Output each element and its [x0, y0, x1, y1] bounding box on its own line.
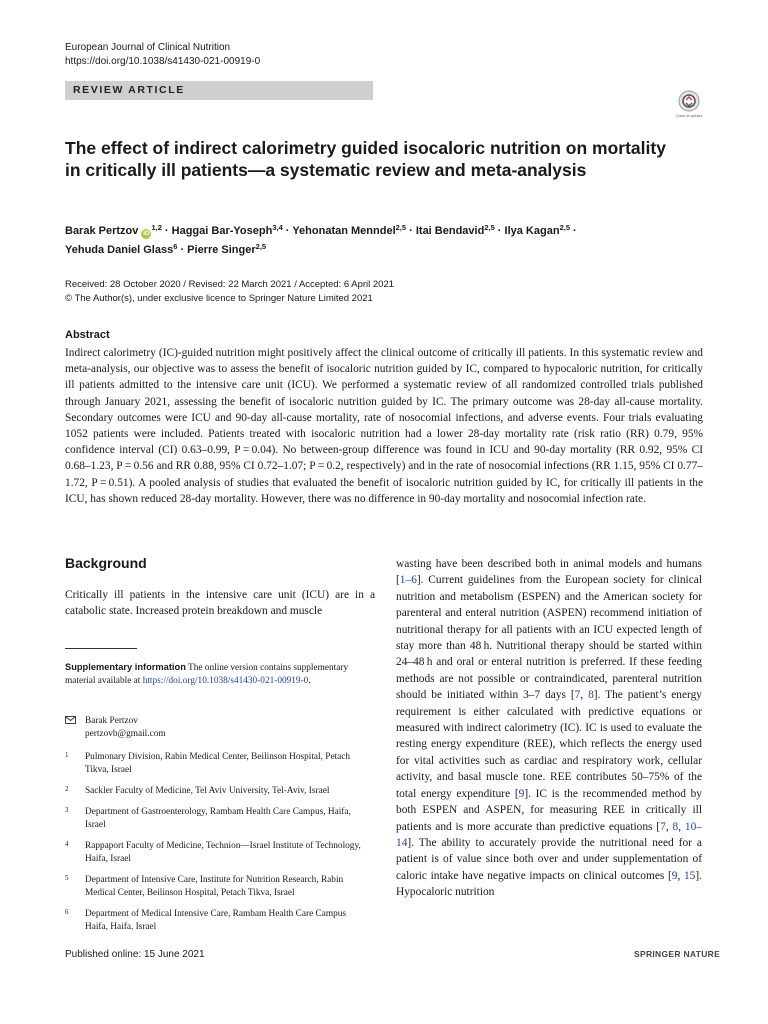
article-history: Received: 28 October 2020 / Revised: 22 March 2021 / Accepted: 6 April 2021: [65, 279, 395, 290]
affiliation: 4 Rappaport Faculty of Medicine, Technion—Israel Institute of Technology, Haifa, Israel: [65, 840, 361, 864]
citation-link[interactable]: 8: [672, 820, 679, 833]
footnote-divider: [65, 648, 137, 649]
author[interactable]: Itai Bendavid$^{2,5}$: [415, 223, 495, 237]
citation-link[interactable]: 7: [660, 820, 666, 833]
author[interactable]: Yehuda Daniel Glass$^6$: [65, 242, 178, 256]
orcid-icon[interactable]: iD: [143, 230, 150, 237]
published-date: Published online: 15 June 2021: [65, 949, 205, 960]
citation-link[interactable]: 15: [683, 869, 696, 882]
background-heading: Background: [65, 555, 147, 571]
article-type-banner: [65, 81, 373, 100]
crossmark-label: Check for updates: [675, 114, 703, 118]
background-text-left: Critically ill patients in the intensive care unit (ICU) are in a catabolic state. Increased protein breakdown and muscle: [65, 589, 375, 618]
affiliations-list: [65, 751, 370, 942]
copyright-line: © The Author(s), under exclusive licence to Springer Nature Limited 2021: [65, 293, 373, 304]
correspondence: [65, 715, 370, 741]
citation-link[interactable]: 7: [574, 689, 581, 702]
supplementary-info: Supplementary information The online version contains supplementary material available at https://doi.org/10.1038/s41430-021-00919-0.: [65, 662, 349, 686]
author[interactable]: Barak Pertzov iD$^{1,2}$: [65, 223, 162, 237]
journal-name: European Journal of Clinical Nutrition: [65, 42, 231, 53]
affiliation: 5 Department of Intensive Care, Institute for Nutrition Research, Rabin Medical Center, Beilinson Hospital, Petach Tikva, Israel: [65, 874, 344, 898]
envelope-icon: [65, 716, 76, 724]
citation-link[interactable]: 8: [588, 689, 594, 702]
author[interactable]: Haggai Bar-Yoseph$^{3,4}$: [171, 223, 283, 237]
abstract-text: Indirect calorimetry (IC)-guided nutrition might positively affect the clinical outcome of critically ill patients. In this systematic review and meta-analysis, our objective was to assess the benefit of isocaloric nutrition guided by IC, compared to hypocaloric nutrition, for critically ill patients admitted to the intensive care unit (ICU). We performed a systematic review of all randomized controlled trials published through January 2021, assessing the benefit of isocaloric nutrition guided by IC. The primary outcome was 28-day all-cause mortality. Secondary outcomes were ICU and 90-day all-cause mortality, rate of nosocomial infections, and adverse events. Four trials evaluating 1052 patients were included. Patients treated with isocaloric nutrition had a lower 28-day mortality rate (risk ratio (RR) 0.79, 95% confidence interval (CI) 0.63–0.99, P = 0.04). No between-group difference was found in ICU and 90-day mortality (RR 0.92, 95% CI 0.68–1.23, P = 0.56 and RR 0.88, 95% CI 0.72–1.07; P = 0.2, respectively) and in the rate of nosocomial infections (RR 1.15, 95% CI 0.77–1.72, P = 0.51). A pooled analysis of studies that evaluated the benefit of isocaloric nutrition guided by IC, for critically ill patients in the ICU, has shown reduced 28-day mortality. However, there was no difference in 90-day mortality and nosocomial infection rate.: [65, 347, 703, 505]
article-dates: [65, 278, 705, 306]
author-list: Barak Pertzov iD$^{1,2}$ · Haggai Bar-Yoseph$^{3,4}$ · Yehonatan Menndel$^{2,5}$ · Itai Bendavid$^{2,5}$ · Ilya Kagan$^{2,5}$ · Yehuda Daniel Glass$^6$ · Pierre Singer$^{2,5}$: [65, 223, 577, 256]
citation-link[interactable]: 1–6: [399, 574, 417, 587]
journal-doi[interactable]: https://doi.org/10.1038/s41430-021-00919-0: [65, 56, 261, 67]
article-type-label: REVIEW ARTICLE: [73, 84, 185, 96]
supplementary-label: Supplementary information: [65, 662, 186, 672]
citation-link[interactable]: 9: [671, 869, 678, 882]
article-title: The effect of indirect calorimetry guided isocaloric nutrition on mortality in critically ill patients—a systematic review and meta-analysis: [65, 138, 666, 180]
affiliation: 2 Sackler Faculty of Medicine, Tel Aviv University, Tel-Aviv, Israel: [65, 785, 330, 796]
journal-header: [65, 41, 260, 69]
affiliation: 1 Pulmonary Division, Rabin Medical Center, Beilinson Hospital, Petach Tikva, Israel: [65, 751, 351, 775]
crossmark-icon[interactable]: [677, 90, 701, 122]
background-text-right: wasting have been described both in animal models and humans [1–6]. Current guidelines from the European society for clinical nutrition and metabolism (ESPEN) and the American society for parenteral and enteral nutrition (ASPEN) recommend initiation of nutritional therapy for all patients with an ICU expected length of stay more than 48 h. Nutritional therapy should be started within 24–48 h and oral or enteral nutrition is preferred. If these feeding methods are not possible or contraindicated, parenteral nutrition should be initiated within 3–7 days [7, 8]. The patient’s energy requirement is either calculated with predictive equations or measured with indirect calorimetry (IC). IC is used to evaluate the resting energy expenditure (REE), which reflects the energy used for vital activities such as cardiac and respiratory work, cellular activity, and basal muscle tone. REE contributes 50–75% of the total energy expenditure [9]. IC is the recommended method by both ESPEN and ASPEN, for measuring REE in critically ill patients and is more accurate than predictive equations [7, 8, 10–14]. The ability to accurately provide the nutritional need for a patient is of value since both over and under supplementation of caloric intake have negative impacts on clinical outcomes [9, 15]. Hypocaloric nutrition: [396, 558, 702, 899]
affiliation: 6 Department of Medical Intensive Care, Rambam Health Care Campus Haifa, Haifa, Israel: [65, 908, 347, 932]
correspondence-name: Barak Pertzov: [85, 716, 138, 726]
correspondence-email[interactable]: pertzovb@gmail.com: [85, 729, 166, 739]
citation-link[interactable]: 9: [518, 787, 525, 800]
author[interactable]: Pierre Singer$^{2,5}$: [187, 242, 267, 256]
abstract-heading: Abstract: [65, 329, 110, 341]
affiliation: 3 Department of Gastroenterology, Rambam Health Care Campus, Haifa, Israel: [65, 806, 351, 830]
publisher-logo: SPRINGER NATURE: [634, 949, 721, 959]
supplementary-link[interactable]: https://doi.org/10.1038/s41430-021-00919-0: [142, 676, 309, 686]
author[interactable]: Yehonatan Menndel$^{2,5}$: [292, 223, 407, 237]
author[interactable]: Ilya Kagan$^{2,5}$: [504, 223, 570, 237]
citation-link[interactable]: 10–14: [396, 820, 702, 849]
